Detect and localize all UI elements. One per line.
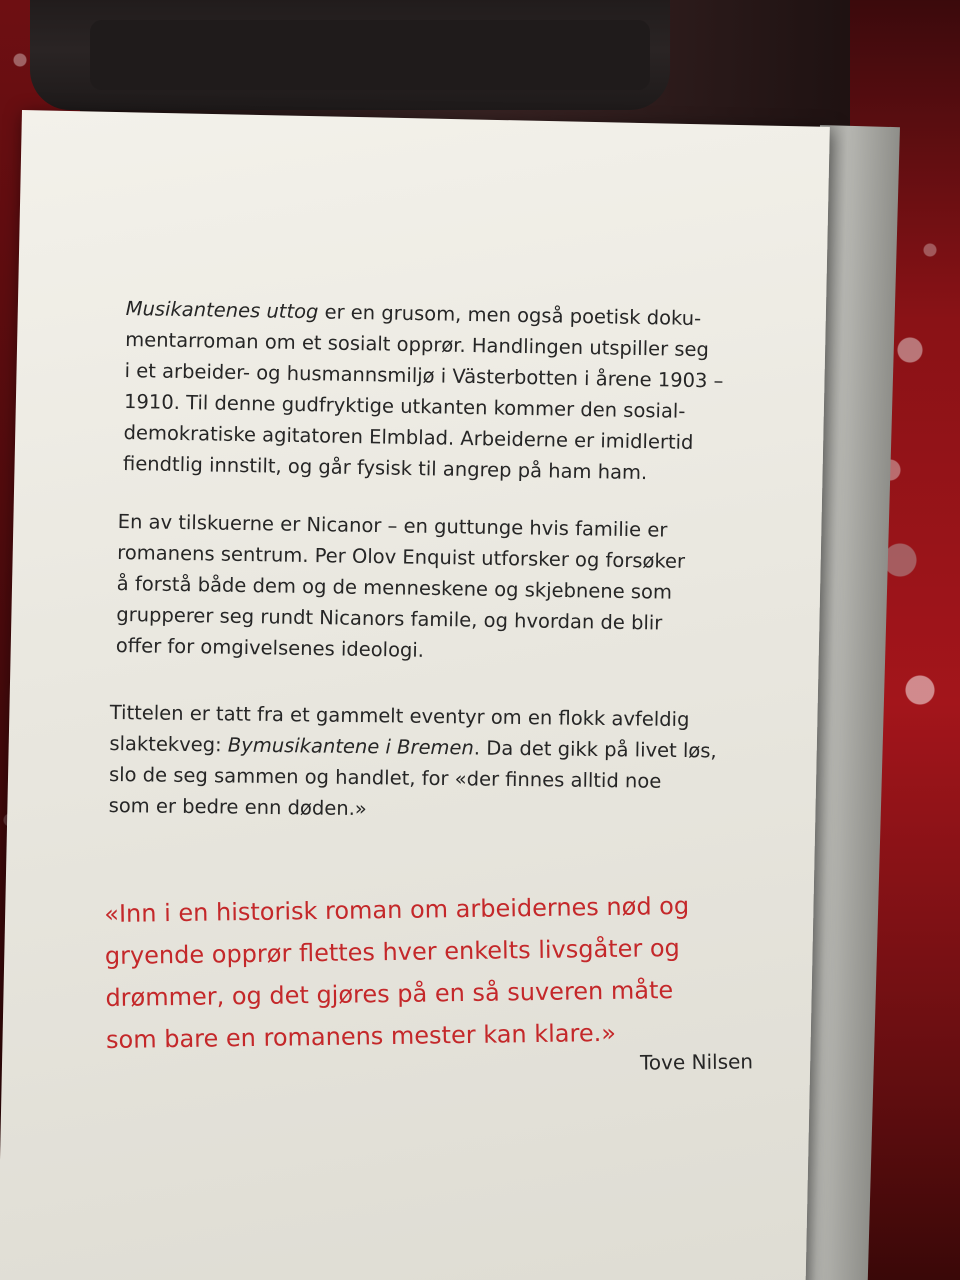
- blurb-line-text: . Da det gikk på livet løs,: [473, 736, 717, 763]
- quote-line: som bare en romanens mester kan klare.»: [105, 1018, 617, 1054]
- blurb-line-text: er en grusom, men også poetisk doku-: [318, 300, 702, 331]
- blurb-paragraph-1: [123, 293, 725, 489]
- book-title-italic: Musikantenes uttog: [125, 296, 319, 324]
- chair-back: [30, 0, 670, 110]
- blurb-paragraph-2: [116, 506, 686, 670]
- blurb-line: offer for omgivelsenes ideologi.: [115, 633, 425, 662]
- blurb-line: som er bedre enn døden.»: [108, 793, 367, 821]
- blurb-line-text: slaktekveg:: [109, 731, 229, 757]
- blurb-line: En av tilskuerne er Nicanor – en guttunge hvis familie er: [117, 509, 668, 542]
- blurb-line: slo de seg sammen og handlet, for «der finnes alltid noe: [108, 762, 662, 793]
- blurb-line: romanens sentrum. Per Olov Enquist utforsker og forsøker: [117, 540, 686, 573]
- blurb-paragraph-3: [108, 697, 717, 828]
- blurb-line: grupperer seg rundt Nicanors famile, og hvordan de blir: [116, 602, 663, 635]
- book-back-cover: [0, 110, 830, 1280]
- blurb-line: å forstå både dem og de menneskene og skjebnene som: [116, 571, 673, 604]
- chair-cushion: [90, 20, 650, 90]
- quote-line: drømmer, og det gjøres på en så suveren måte: [105, 976, 674, 1012]
- blurb-line: demokratiske agitatoren Elmblad. Arbeiderne er imidlertid: [123, 420, 694, 454]
- review-quote: [104, 885, 691, 1061]
- blurb-line: i et arbeider- og husmannsmiljø i Västerbotten i årene 1903 –: [124, 358, 724, 393]
- blurb-line: Tittelen er tatt fra et gammelt eventyr om en flokk avfeldig: [109, 700, 690, 732]
- quote-line: gryende opprør flettes hver enkelts livsgåter og: [104, 933, 680, 970]
- blurb-line: 1910. Til denne gudfryktige utkanten kommer den sosial-: [123, 389, 686, 423]
- fairy-tale-title-italic: Bymusikantene i Bremen: [227, 733, 475, 760]
- blurb-line: fiendtlig innstilt, og går fysisk til angrep på ham ham.: [122, 451, 648, 485]
- blurb-line: mentarroman om et sosialt opprør. Handlingen utspiller seg: [124, 327, 710, 362]
- quote-author: Tove Nilsen: [639, 1049, 754, 1075]
- quote-line: «Inn i en historisk roman om arbeidernes nød og: [104, 891, 690, 928]
